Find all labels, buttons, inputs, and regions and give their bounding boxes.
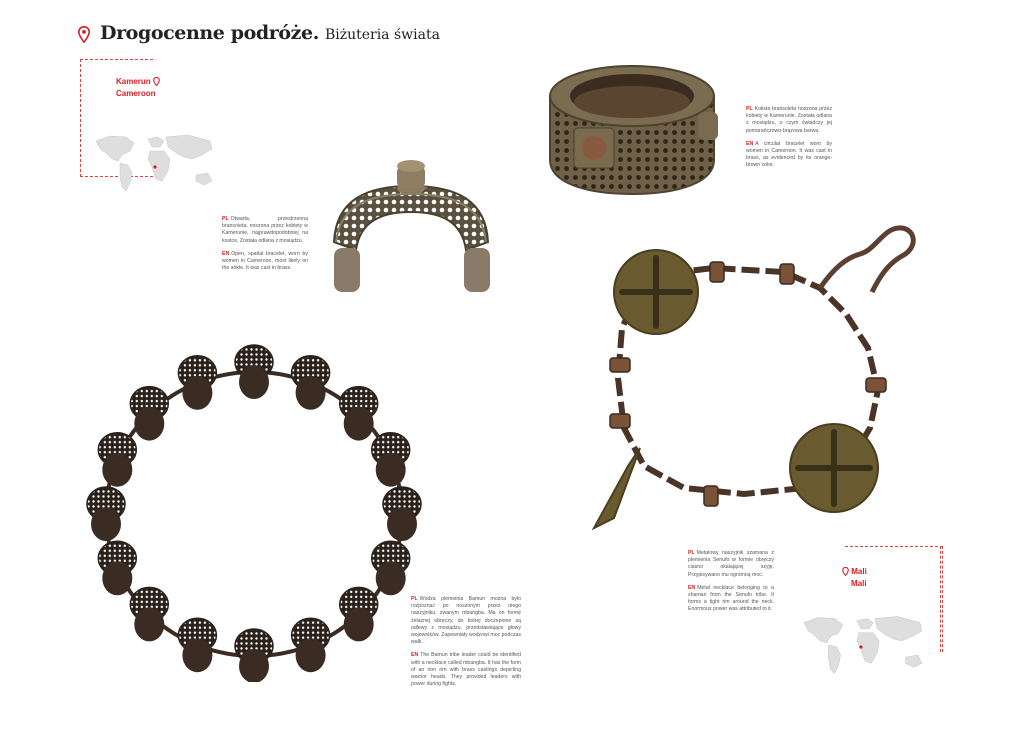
lang-tag-en: EN xyxy=(222,250,230,257)
lang-tag-en: EN xyxy=(688,584,696,591)
page-title: Drogocenne podróże. xyxy=(100,22,319,44)
warrior-head-casting xyxy=(372,541,410,595)
open-bracelet-caption xyxy=(222,216,308,272)
mali-region-frame-edge xyxy=(940,546,941,652)
open-bracelet-image xyxy=(326,150,496,302)
lang-tag-en: EN xyxy=(746,140,754,147)
location-pin-icon xyxy=(842,567,849,576)
lang-tag-pl: PL xyxy=(746,106,753,112)
warrior-head-casting xyxy=(178,618,216,672)
warrior-head-casting xyxy=(372,433,410,487)
warrior-head-casting xyxy=(235,345,273,399)
senufo-necklace-caption xyxy=(688,550,774,614)
location-pin-icon xyxy=(153,77,160,86)
warrior-head-casting xyxy=(98,541,136,595)
region-name-pl: Kamerun xyxy=(116,77,151,86)
page-header xyxy=(78,22,440,44)
caption-text-en: A circular bracelet worn by women in Cameroon. It was cast in brass, as evidenced by its orange-brown color. xyxy=(746,140,832,169)
senufo-necklace-image xyxy=(584,218,920,534)
caption-text-en: Open, spatial bracelet, worn by women in Cameroon, most likely on the ankle. It was cast in brass. xyxy=(222,250,308,272)
caption-text-pl: Otwarta, przestrzenna bransoleta, noszona przez kobiety w Kamerunie, najprawdopodobniej na kostce. Została odlana z mosiądzu. xyxy=(222,216,308,244)
region-name-pl: Mali xyxy=(851,567,867,576)
caption-text-pl: Wodza plemienia Bamun można było rozpoznać po noszonym przez niego naszyjniku, zwanym mbangba. Ma on formę żelaznej obręczy, do której doczepione są odlewy z mosiądzu, przedstawiające głowy wojowników. Zapewniały wodzowi moc podczas walk. xyxy=(411,596,521,646)
caption-text-en: The Bamun tribe leader could be identified with a necklace called mbangba. It has the form of an iron rim with brass castings depicting warrior heads. They provided leaders with power during fights. xyxy=(411,652,521,688)
cameroon-label xyxy=(116,76,160,100)
warrior-head-casting xyxy=(340,387,378,441)
warrior-head-casting xyxy=(235,629,273,682)
world-map-icon xyxy=(800,610,930,686)
lang-tag-pl: PL xyxy=(222,216,229,222)
round-bracelet-caption xyxy=(746,106,832,170)
warrior-head-casting xyxy=(292,618,330,672)
caption-text-pl: Metalowy naszyjnik szamana z plemienia Senufo w formie obręczy ciasno okalającej szyję. Przypisywano mu ogromną moc. xyxy=(688,550,774,578)
warrior-head-casting xyxy=(383,487,421,541)
warrior-head-casting xyxy=(87,487,125,541)
page-subtitle: Biżuteria świata xyxy=(324,27,440,43)
round-bracelet-image xyxy=(544,56,720,198)
world-map-icon xyxy=(92,131,220,201)
caption-text-en: Metal necklace belonging to a shaman from the Senufo tribe. It forms a tight rim around the neck. Enormous power was attributed to it. xyxy=(688,584,774,613)
lang-tag-pl: PL xyxy=(688,550,695,556)
bamum-necklace-image xyxy=(68,330,448,682)
warrior-head-casting xyxy=(178,356,216,410)
caption-text-pl: Kolista bransoleta noszona przez kobiety w Kamerunie. Została odlana z mosiądzu, o czym świadczy jej pomarańczowo-brązowa barwa. xyxy=(746,106,832,134)
location-pin-icon xyxy=(78,26,90,43)
warrior-head-casting xyxy=(98,433,136,487)
region-name-en: Mali xyxy=(851,579,867,588)
bamum-necklace-caption xyxy=(411,596,521,688)
region-name-en: Cameroon xyxy=(116,89,156,98)
lang-tag-pl: PL xyxy=(411,596,418,602)
warrior-head-casting xyxy=(130,387,168,441)
warrior-head-casting xyxy=(340,587,378,641)
mali-label xyxy=(842,566,867,590)
warrior-head-casting xyxy=(292,356,330,410)
warrior-head-casting xyxy=(130,587,168,641)
lang-tag-en: EN xyxy=(411,652,419,659)
